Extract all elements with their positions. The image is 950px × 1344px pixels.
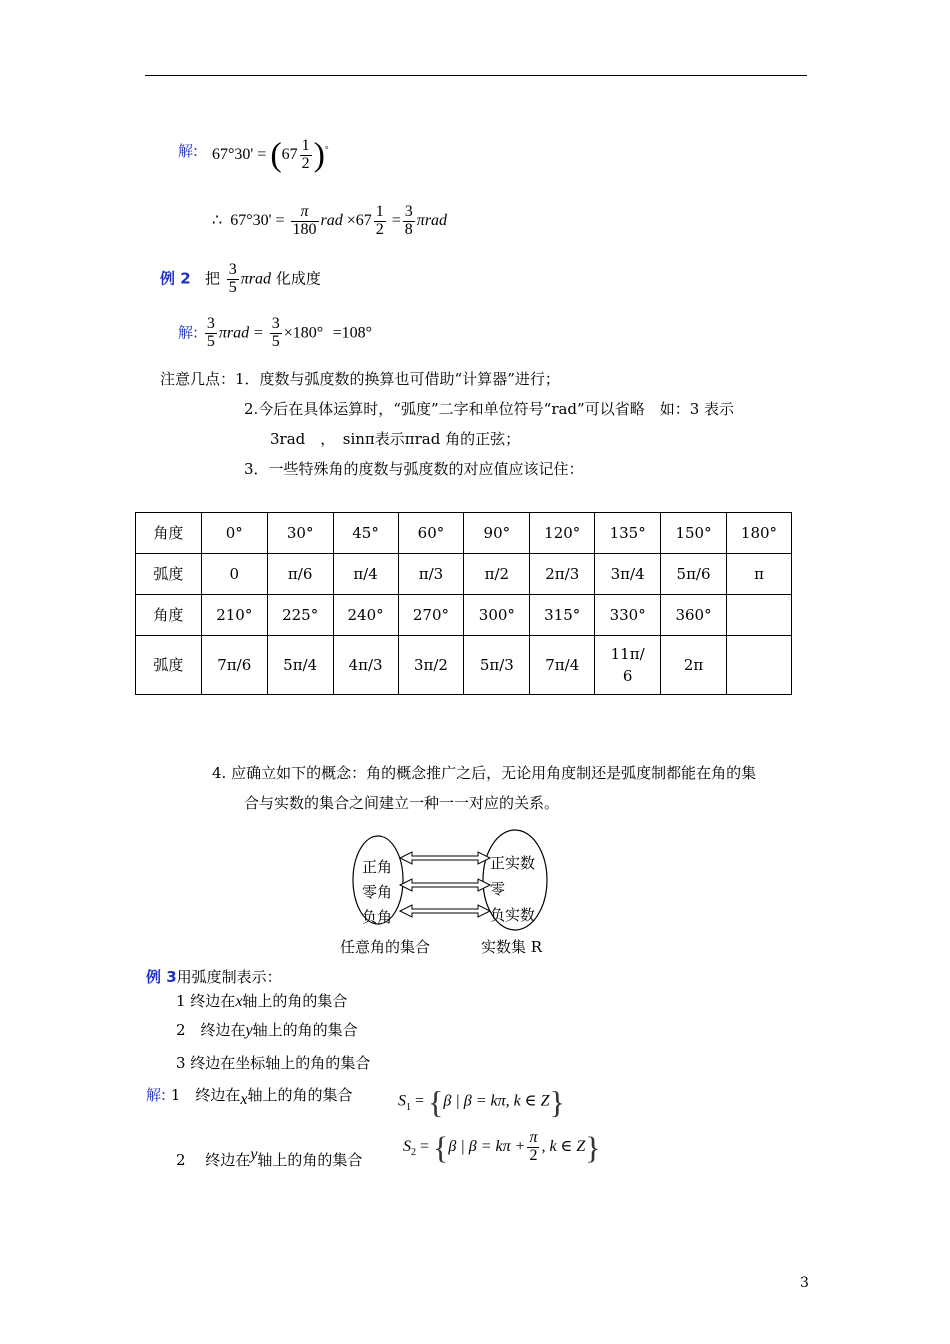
s2-post: 轴上的角的集合 xyxy=(257,1151,363,1169)
s2-body-b: , k ∈ Z xyxy=(541,1137,586,1155)
ex2-solution-label: 解: xyxy=(178,323,199,342)
table-cell: 90° xyxy=(464,513,530,554)
note-line-2: 2.今后在具体运算时，“弧度”二字和单位符号“rad”可以省略 如：3 表示 xyxy=(244,400,735,418)
note-line-1: 注意几点：1．度数与弧度数的换算也可借助“计算器”进行； xyxy=(160,370,560,388)
eq1-frac-num: 1 xyxy=(301,137,310,154)
table-cell: 360° xyxy=(661,595,727,636)
ex2-pirad: πrad xyxy=(240,270,272,288)
angle-set-caption: 任意角的集合 xyxy=(340,938,431,956)
s2-sub: 2 xyxy=(411,1147,416,1159)
s2-two: 2 xyxy=(529,1146,538,1164)
ex2-sol-den2: 5 xyxy=(271,332,280,350)
double-arrow-icon xyxy=(400,852,490,917)
solution-label: 解: xyxy=(178,142,199,160)
table-cell: 5π/6 xyxy=(661,554,727,595)
ex2-sol-fraction xyxy=(205,316,217,351)
example-3-q3: 3 终边在坐标轴上的角的集合 xyxy=(176,1054,371,1072)
eq1-degree: ° xyxy=(324,144,329,155)
table-row-header: 弧度 xyxy=(136,554,202,595)
brace-close-icon: } xyxy=(549,1084,565,1120)
item-zero-real: 零 xyxy=(490,880,506,898)
equation-deg-conversion xyxy=(212,138,329,173)
eq2-pirad: πrad xyxy=(416,211,448,229)
example-3-heading xyxy=(146,966,282,987)
table-cell: 2π xyxy=(661,636,727,695)
table-cell: 330° xyxy=(595,595,661,636)
example-2-solution xyxy=(178,316,372,351)
table-cell: π/3 xyxy=(398,554,464,595)
note-line-3: 3rad ， sinπ表示πrad 角的正弦； xyxy=(270,430,521,448)
q1-post: 轴上的角的集合 xyxy=(242,992,348,1010)
s2-body-a: β | β = kπ + xyxy=(448,1137,526,1155)
ex3-solution-label: 解: xyxy=(146,1086,167,1104)
eq2-equals: = xyxy=(275,211,285,229)
example-2-label: 例 2 xyxy=(160,269,191,288)
table-cell: 30° xyxy=(267,513,333,554)
eq2-equals2: = xyxy=(391,211,401,229)
table-cell: π/2 xyxy=(464,554,530,595)
eq2-half-den: 2 xyxy=(375,220,384,238)
table-cell: 315° xyxy=(530,595,595,636)
example-2-ba: 把 xyxy=(204,269,220,288)
ex2-sol-equals: = xyxy=(253,324,263,342)
eq2-three: 3 xyxy=(404,203,413,220)
item-zero-angle: 零角 xyxy=(362,883,393,901)
therefore-symbol: ∴ xyxy=(212,211,223,229)
table-cell: 3π/4 xyxy=(595,554,661,595)
example-3-title: 用弧度制表示： xyxy=(176,968,282,986)
s1-post: 轴上的角的集合 xyxy=(247,1086,353,1104)
table-row-header: 角度 xyxy=(136,513,202,554)
table-cell: 135° xyxy=(595,513,661,554)
table-cell: 270° xyxy=(398,595,464,636)
eq2-times67: ×67 xyxy=(346,211,372,229)
real-set-items xyxy=(490,850,535,928)
point-4-line-2: 合与实数的集合之间建立一种一一对应的关系。 xyxy=(244,794,560,812)
table-cell xyxy=(726,636,791,695)
example-3-solution-2 xyxy=(176,1146,362,1170)
ex2-sol-pirad: πrad xyxy=(218,324,250,342)
paren-close-icon: ) xyxy=(313,136,325,174)
eq1-fraction xyxy=(300,138,312,173)
eq2-pi: π xyxy=(291,204,319,222)
table-cell: 45° xyxy=(333,513,398,554)
s2-name: S xyxy=(403,1137,411,1155)
q2-post: 轴上的角的集合 xyxy=(252,1021,358,1039)
table-cell: 225° xyxy=(267,595,333,636)
table-cell: 11π/ 6 xyxy=(595,636,661,695)
table-row xyxy=(136,513,792,554)
ex2-result: =108° xyxy=(332,324,373,342)
s2-pi-over-2 xyxy=(527,1130,539,1165)
table-cell: 3π/2 xyxy=(398,636,464,695)
ex2-sol-num: 3 xyxy=(206,315,215,332)
s1-body: β | β = kπ, k ∈ Z xyxy=(443,1092,550,1110)
table-row xyxy=(136,595,792,636)
table-cell: 300° xyxy=(464,595,530,636)
special-angles-table xyxy=(135,512,792,695)
table-row-header: 角度 xyxy=(136,595,202,636)
set-s1-formula xyxy=(398,1086,565,1118)
table-cell: 60° xyxy=(398,513,464,554)
eq2-three-eighths xyxy=(403,204,415,239)
brace-close-icon: } xyxy=(585,1129,601,1166)
example-3-q1 xyxy=(176,990,347,1011)
table-cell: 120° xyxy=(530,513,595,554)
brace-open-icon: { xyxy=(428,1084,444,1120)
q1-pre: 1 终边在 xyxy=(176,992,236,1010)
table-cell: π/6 xyxy=(267,554,333,595)
ex2-num: 3 xyxy=(228,261,237,278)
example-2 xyxy=(160,262,321,297)
eq2-half xyxy=(374,204,386,239)
table-cell: 0° xyxy=(201,513,267,554)
eq1-equals: = xyxy=(257,145,267,163)
s2-pi: π xyxy=(529,1129,538,1146)
table-cell: 180° xyxy=(726,513,791,554)
eq2-rad: rad xyxy=(320,211,343,229)
table-cell: 5π/4 xyxy=(267,636,333,695)
s2-var: y xyxy=(250,1146,258,1163)
s1-name: S xyxy=(398,1092,406,1110)
s2-pre: 2 终边在 xyxy=(176,1151,251,1169)
item-negative-real: 负实数 xyxy=(490,906,536,924)
table-cell: 2π/3 xyxy=(530,554,595,595)
q2-pre: 2 终边在 xyxy=(176,1021,246,1039)
equation-rad-conversion xyxy=(212,204,447,239)
s1-equals: = xyxy=(415,1092,425,1110)
table-cell: 240° xyxy=(333,595,398,636)
eq2-pi-over-180 xyxy=(291,204,319,239)
eq2-180: 180 xyxy=(292,220,317,238)
table-cell: 5π/3 xyxy=(464,636,530,695)
example-3-label: 例 3 xyxy=(146,968,177,986)
eq2-eight: 8 xyxy=(404,220,413,238)
q2-var: y xyxy=(245,1022,253,1039)
table-row-header: 弧度 xyxy=(136,636,202,695)
real-set-caption: 实数集 R xyxy=(481,938,543,956)
ex2-sol-den: 5 xyxy=(206,332,215,350)
eq2-lhs: 67°30' xyxy=(230,211,272,229)
table-cell: π/4 xyxy=(333,554,398,595)
s1-var: x xyxy=(240,1091,248,1108)
table-cell: 7π/6 xyxy=(201,636,267,695)
eq1-lhs: 67°30' xyxy=(212,145,254,163)
paren-open-icon: ( xyxy=(270,136,282,174)
ex2-times180: ×180° xyxy=(283,324,324,342)
header-rule xyxy=(145,75,807,76)
set-s2-formula xyxy=(403,1130,601,1165)
table-cell: 7π/4 xyxy=(530,636,595,695)
example-2-fraction xyxy=(227,262,239,297)
example-3-solution-1 xyxy=(146,1084,353,1109)
eq2-half-num: 1 xyxy=(375,203,384,220)
ex2-sol-num2: 3 xyxy=(271,315,280,332)
s1-sub: 1 xyxy=(406,1101,411,1113)
s2-equals: = xyxy=(420,1137,430,1155)
eq1-frac-den: 2 xyxy=(301,154,310,172)
item-negative-angle: 负角 xyxy=(362,908,393,926)
table-cell: 4π/3 xyxy=(333,636,398,695)
table-cell: 150° xyxy=(661,513,727,554)
ex2-den: 5 xyxy=(228,278,237,296)
point-4-line-1: 4. 应确立如下的概念：角的概念推广之后，无论用角度制还是弧度制都能在角的集 xyxy=(212,764,757,782)
item-positive-angle: 正角 xyxy=(362,858,393,876)
example-3-q2 xyxy=(176,1019,358,1040)
note-line-4: 3．一些特殊角的度数与弧度数的对应值应该记住： xyxy=(244,460,584,478)
ex2-sol-fraction2 xyxy=(270,316,282,351)
example-2-suffix: 化成度 xyxy=(275,269,321,288)
angle-set-items xyxy=(362,855,392,930)
item-positive-real: 正实数 xyxy=(490,854,536,872)
table-cell: 0 xyxy=(201,554,267,595)
table-cell: π xyxy=(726,554,791,595)
table-row xyxy=(136,554,792,595)
table-cell: 210° xyxy=(201,595,267,636)
brace-open-icon: { xyxy=(433,1129,449,1166)
eq1-whole: 67 xyxy=(281,145,298,163)
table-row xyxy=(136,636,792,695)
page-number: 3 xyxy=(800,1275,809,1291)
q1-var: x xyxy=(235,993,243,1010)
table-cell xyxy=(726,595,791,636)
s1-pre: 1 终边在 xyxy=(170,1086,241,1104)
